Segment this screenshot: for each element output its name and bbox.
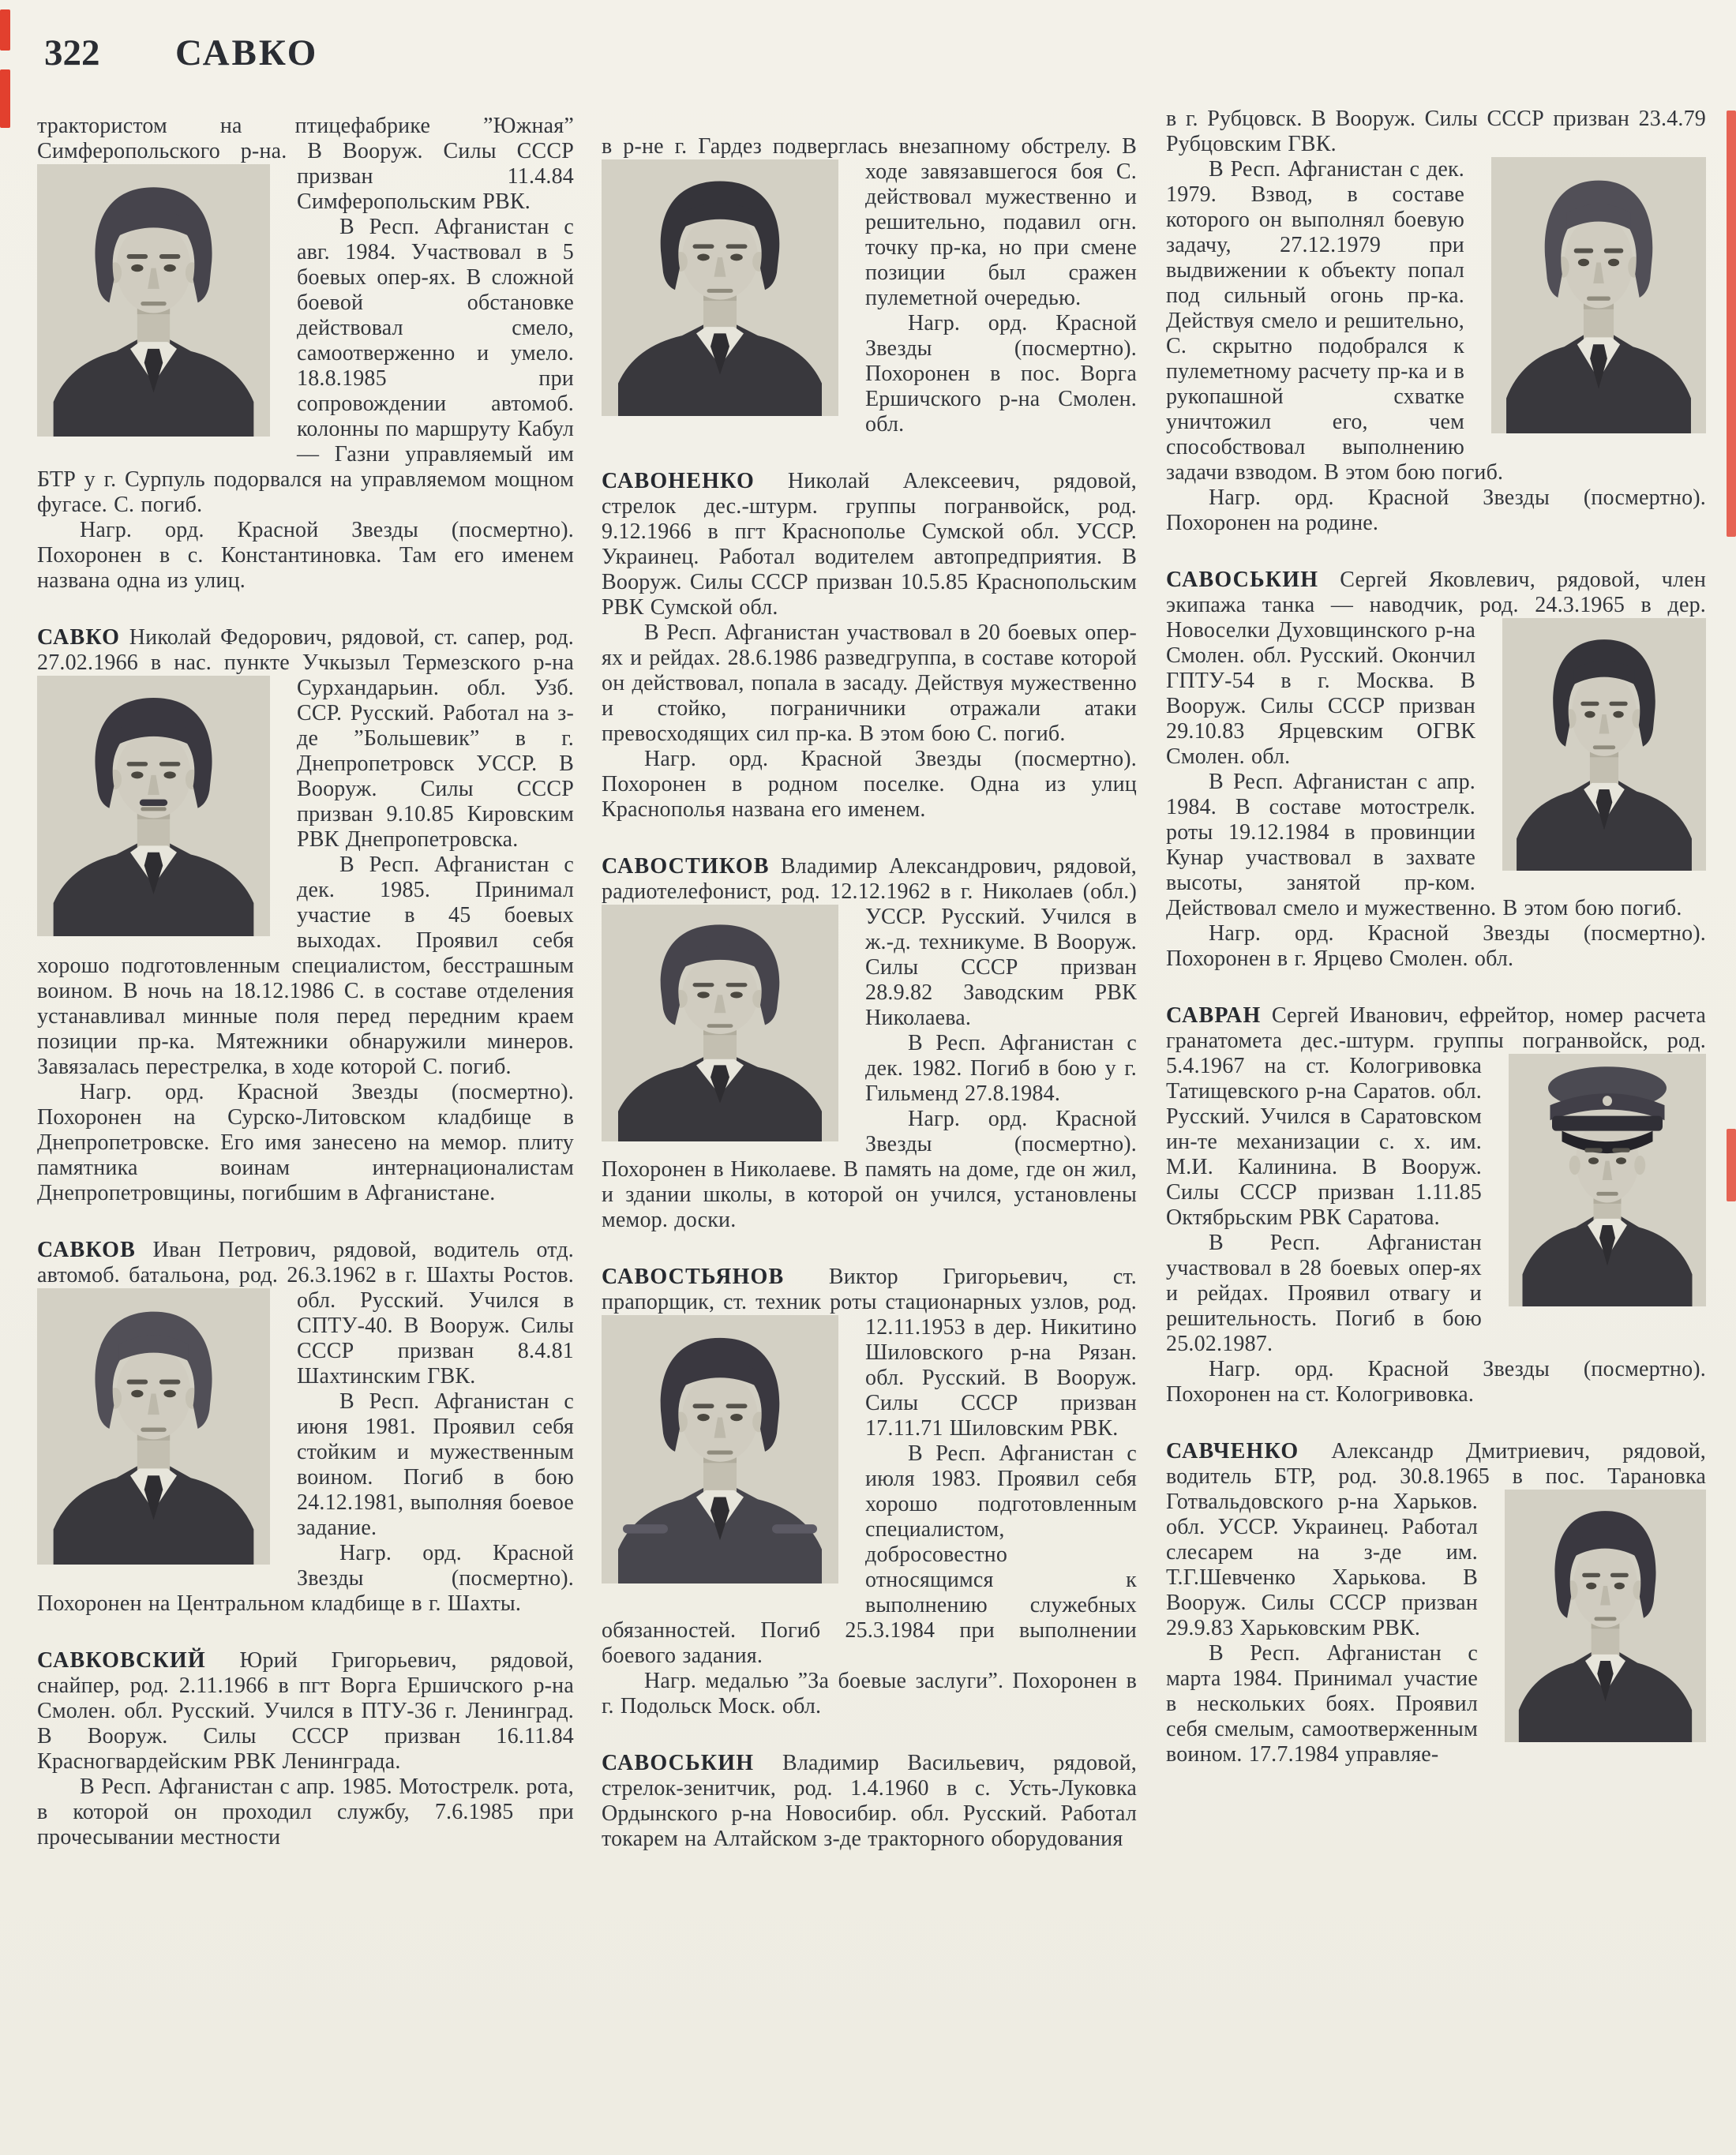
continuation-paragraph: Нагр. орд. Красной Звезды (посмертно). Похоронен в пос. Ворга Ершичского р-на Смолен. обл. [865, 311, 1137, 437]
entry-paragraph: В Респ. Афганистан с июня 1981. Проявил себя стойким и мужественным воином. Погиб в бою 24.12.1981, выполняя боевое задание. [297, 1389, 574, 1540]
entry-continuation [37, 114, 574, 594]
entry-lead-paragraph: САВОСЬКИН Сергей Яковлевич, рядовой, член экипажа танка — наводчик, род. 24.3.1965 в дер. Новоселки Духовщинского р-на Смолен. обл. Русский. Окончил ГПТУ-54 в г. Москва. В Вооруж. Силы СССР призван 29.10.83 Ярцевским ОГВК Смолен. обл. [1166, 568, 1706, 769]
continuation-paragraph: трактористом на птицефабрике ”Южная” Симферопольского р-на. В Вооруж. Силы СССР призван 11.4.84 Симферопольским РВК. [37, 114, 574, 214]
portrait-mustache [37, 676, 270, 936]
entry-савостиков [602, 854, 1137, 1233]
col-2 [602, 134, 1137, 1852]
entry-paragraph: В Респ. Афганистан с апр. 1985. Мотострелк. рота, в которой он проходил службу, 7.6.1985 при прочесывании местности [37, 1775, 574, 1850]
entry-lead-paragraph: САВОСЬКИН Владимир Васильевич, рядовой, стрелок-зенитчик, род. 1.4.1960 в с. Усть-Луковка Ордынского р-на Новосибир. обл. Русский. Работал токарем на Алтайском з-де тракторного оборудования [602, 1751, 1137, 1851]
entry-paragraph: Нагр. орд. Красной Звезды (посмертно). Похоронен на Сурско-Литовском кладбище в Днепропетровске. Его имя занесено на мемор. плиту памятника воинам интернационалистам Днепропетровщины, погибшим в Афганистане. [37, 1080, 574, 1205]
entry-lead-paragraph: САВКОВСКИЙ Юрий Григорьевич, рядовой, снайпер, род. 2.11.1966 в пгт Ворга Ершичского р-на Смолен. обл. Русский. Учился в ПТУ-36 г. Ленинград. В Вооруж. Силы СССР призван 16.11.84 Красногвардейским РВК Ленинграда. [37, 1648, 574, 1774]
entry-surname: САВКОВСКИЙ [37, 1648, 206, 1673]
entry-савковский [37, 1648, 574, 1850]
running-head: САВКО [175, 32, 319, 73]
entry-surname: САВКО [37, 625, 121, 650]
continuation-paragraph: Нагр. орд. Красной Звезды (посмертно). Похоронен на родине. [1166, 485, 1706, 535]
portrait-civilian [37, 1288, 270, 1565]
continuation-paragraph: Нагр. орд. Красной Звезды (посмертно). Похоронен в с. Константиновка. Там его именем названа одна из улиц. [37, 518, 574, 593]
entry-continuation [1166, 107, 1706, 536]
entry-surname: САВОСТЬЯНОВ [602, 1265, 785, 1289]
continuation-paragraph: в р-не г. Гардез подверглась внезапному обстрелу. В ходе завязавшегося боя С. действовал мужественно и решительно, подавил огн. точку пр-ка, но при смене позиции был сражен пулеметной очередью. [602, 134, 1137, 310]
entry-paragraph: Нагр. медалью ”За боевые заслуги”. Похоронен в г. Подольск Моск. обл. [602, 1669, 1137, 1718]
entry-lead-paragraph: САВРАН Сергей Иванович, ефрейтор, номер расчета гранатомета дес.-штурм. группы погранвойск, род. 5.4.1967 на ст. Кологривовка Татищевского р-на Саратов. обл. Русский. Учился в Саратовском ин-те механизации с. х. им. М.И. Калинина. В Вооруж. Силы СССР призван 1.11.85 Октябрьским РВК Саратова. [1166, 1003, 1706, 1230]
scan-artifact-left-top [0, 9, 10, 51]
portrait-civilian [602, 905, 838, 1141]
portrait-civilian [1502, 618, 1706, 871]
col-3 [1166, 107, 1706, 1767]
entry-paragraph: Нагр. орд. Красной Звезды (посмертно). Похоронен в родном поселке. Одна из улиц Краснополья названа его именем. [602, 747, 1137, 822]
scan-artifact-right-top [1727, 111, 1736, 537]
entry-савченко [1166, 1439, 1706, 1767]
entry-lead-paragraph: САВОНЕНКО Николай Алексеевич, рядовой, стрелок дес.-штурм. группы погранвойск, род. 9.12.1966 в пгт Краснополье Сумской обл. УССР. Украинец. Работал водителем автопредприятия. В Вооруж. Силы СССР призван 10.5.85 Краснопольским РВК Сумской обл. [602, 469, 1137, 620]
col-1 [37, 114, 574, 1850]
portrait-cap [1509, 1054, 1706, 1306]
entry-paragraph: В Респ. Афганистан с дек. 1985. Принимал участие в 45 боевых выходах. Проявил себя хорошо подготовленным специалистом, бесстрашным воином. В ночь на 18.12.1986 С. в составе отделения устанавливал минные поля перед передним краем позиции пр-ка. Мятежники обнаружили минеров. Завязалась перестрелка, в ходе которой С. погиб. [37, 853, 574, 1079]
continuation-paragraph: в г. Рубцовск. В Вооруж. Силы СССР призван 23.4.79 Рубцовским ГВК. [1166, 107, 1706, 156]
continuation-paragraph: В Респ. Афганистан с авг. 1984. Участвовал в 5 боевых опер-ях. В сложной боевой обстановке действовал смело, самоотверженно и умело. 18.8.1985 при сопровождении автомоб. колонны по маршруту Кабул — Газни управляемый им БТР у г. Сурпуль подорвался на управляемом мощном фугасе. С. погиб. [37, 215, 574, 517]
portrait-civilian [1505, 1490, 1706, 1742]
entry-lead-paragraph: САВКОВ Иван Петрович, рядовой, водитель отд. автомоб. батальона, род. 26.3.1962 в г. Шахты Ростов. обл. Русский. Учился в СПТУ-40. В Вооруж. Силы СССР призван 8.4.81 Шахтинским ГВК. [37, 1238, 574, 1389]
entry-paragraph: В Респ. Афганистан с дек. 1982. Погиб в бою у г. Гильменд 27.8.1984. [865, 1031, 1137, 1106]
entry-surname: САВОНЕНКО [602, 469, 755, 493]
entry-lead-paragraph: САВЧЕНКО Александр Дмитриевич, рядовой, водитель БТР, род. 30.8.1965 в пос. Тарановка Готвальдовского р-на Харьков. обл. УССР. Украинец. Работал слесарем на з-де им. Т.Г.Шевченко Харькова. В Вооруж. Силы СССР призван 29.9.83 Харьковским РВК. [1166, 1439, 1706, 1640]
scan-artifact-left-mid [0, 69, 10, 128]
entry-савостьянов [602, 1265, 1137, 1719]
entry-surname: САВКОВ [37, 1238, 136, 1262]
entry-surname: САВЧЕНКО [1166, 1439, 1299, 1464]
entry-paragraph: В Респ. Афганистан участвовал в 20 боевых опер-ях и рейдах. 28.6.1986 разведгруппа, в составе которой он действовал, попала в засаду. Действуя мужественно и стойко, пограничники отражали атаки превосходящих сил пр-ка. В этом бою С. погиб. [602, 620, 1137, 746]
entry-савоненко [602, 469, 1137, 823]
portrait-civilian [37, 164, 270, 437]
scan-artifact-right-mid [1727, 1129, 1736, 1201]
entry-lead-paragraph: САВКО Николай Федорович, рядовой, ст. сапер, род. 27.02.1966 в нас. пункте Учкызыл Термезского р-на Сурхандарьин. обл. Узб. ССР. Русский. Работал на з-де ”Большевик” в г. Днепропетровск УССР. В Вооруж. Силы СССР призван 9.10.85 Кировским РВК Днепропетровска. [37, 625, 574, 852]
entry-paragraph: В Респ. Афганистан с марта 1984. Принимал участие в нескольких боях. Проявил себя смелым, самоотверженным воином. 17.7.1984 управляе- [1166, 1641, 1478, 1767]
entry-surname: САВОСЬКИН [602, 1751, 755, 1775]
entry-савков [37, 1238, 574, 1617]
entry-савко [37, 625, 574, 1206]
entry-surname: САВОСЬКИН [1166, 568, 1319, 592]
entry-paragraph: В Респ. Афганистан участвовал в 28 боевых опер-ях и рейдах. Проявил отвагу и решительность. Погиб в бою 25.02.1987. [1166, 1231, 1482, 1356]
entry-paragraph: Нагр. орд. Красной Звезды (посмертно). Похоронен на ст. Кологривовка. [1166, 1357, 1706, 1407]
portrait-uniform [602, 1315, 838, 1583]
portrait-civilian [602, 159, 838, 416]
entry-paragraph: В Респ. Афганистан с июля 1983. Проявил себя хорошо подготовленным специалистом, добросовестно относящимся к выполнению служебных обязанностей. Погиб 25.3.1984 при выполнении боевого задания. [602, 1441, 1137, 1668]
entry-surname: САВОСТИКОВ [602, 854, 770, 879]
entry-paragraph: Нагр. орд. Красной Звезды (посмертно). Похоронен в г. Ярцево Смолен. обл. [1166, 921, 1706, 971]
entry-paragraph: Нагр. орд. Красной Звезды (посмертно). Похоронен в Николаеве. В память на доме, где он жил, и здании школы, в которой он учился, установлены мемор. доски. [602, 1107, 1137, 1232]
entry-савран [1166, 1003, 1706, 1407]
entry-paragraph: Нагр. орд. Красной Звезды (посмертно). Похоронен на Центральном кладбище в г. Шахты. [37, 1541, 574, 1616]
entry-савоськин [602, 1751, 1137, 1852]
entry-continuation [602, 134, 1137, 437]
page-number: 322 [44, 32, 100, 73]
portrait-civilian [1491, 157, 1706, 433]
entry-савоськин [1166, 568, 1706, 972]
entry-lead-paragraph: САВОСТЬЯНОВ Виктор Григорьевич, ст. прапорщик, ст. техник роты стационарных узлов, род. 12.11.1953 в дер. Никитино Шиловского р-на Рязан. обл. Русский. В Вооруж. Силы СССР призван 17.11.71 Шиловским РВК. [602, 1265, 1137, 1441]
entry-lead-paragraph: САВОСТИКОВ Владимир Александрович, рядовой, радиотелефонист, род. 12.12.1962 в г. Николаев (обл.) УССР. Русский. Учился в ж.-д. техникуме. В Вооруж. Силы СССР призван 28.9.82 Заводским РВК Николаева. [602, 854, 1137, 1030]
continuation-paragraph: В Респ. Афганистан с дек. 1979. Взвод, в составе которого он выполнял боевую задачу, 27.12.1979 при выдвижении к объекту попал под сильный огонь пр-ка. Действуя смело и решительно, С. скрытно подобрался к пулеметному расчету пр-ка и в рукопашной схватке уничтожил его, чем способствовал выполнению задачи взводом. В этом бою погиб. [1166, 157, 1504, 485]
entry-surname: САВРАН [1166, 1003, 1262, 1028]
entry-paragraph: В Респ. Афганистан с апр. 1984. В составе мотострелк. роты 19.12.1984 в провинции Кунар участвовал в захвате высоты, занятой пр-ком. Действовал смело и мужественно. В этом бою погиб. [1166, 770, 1682, 920]
